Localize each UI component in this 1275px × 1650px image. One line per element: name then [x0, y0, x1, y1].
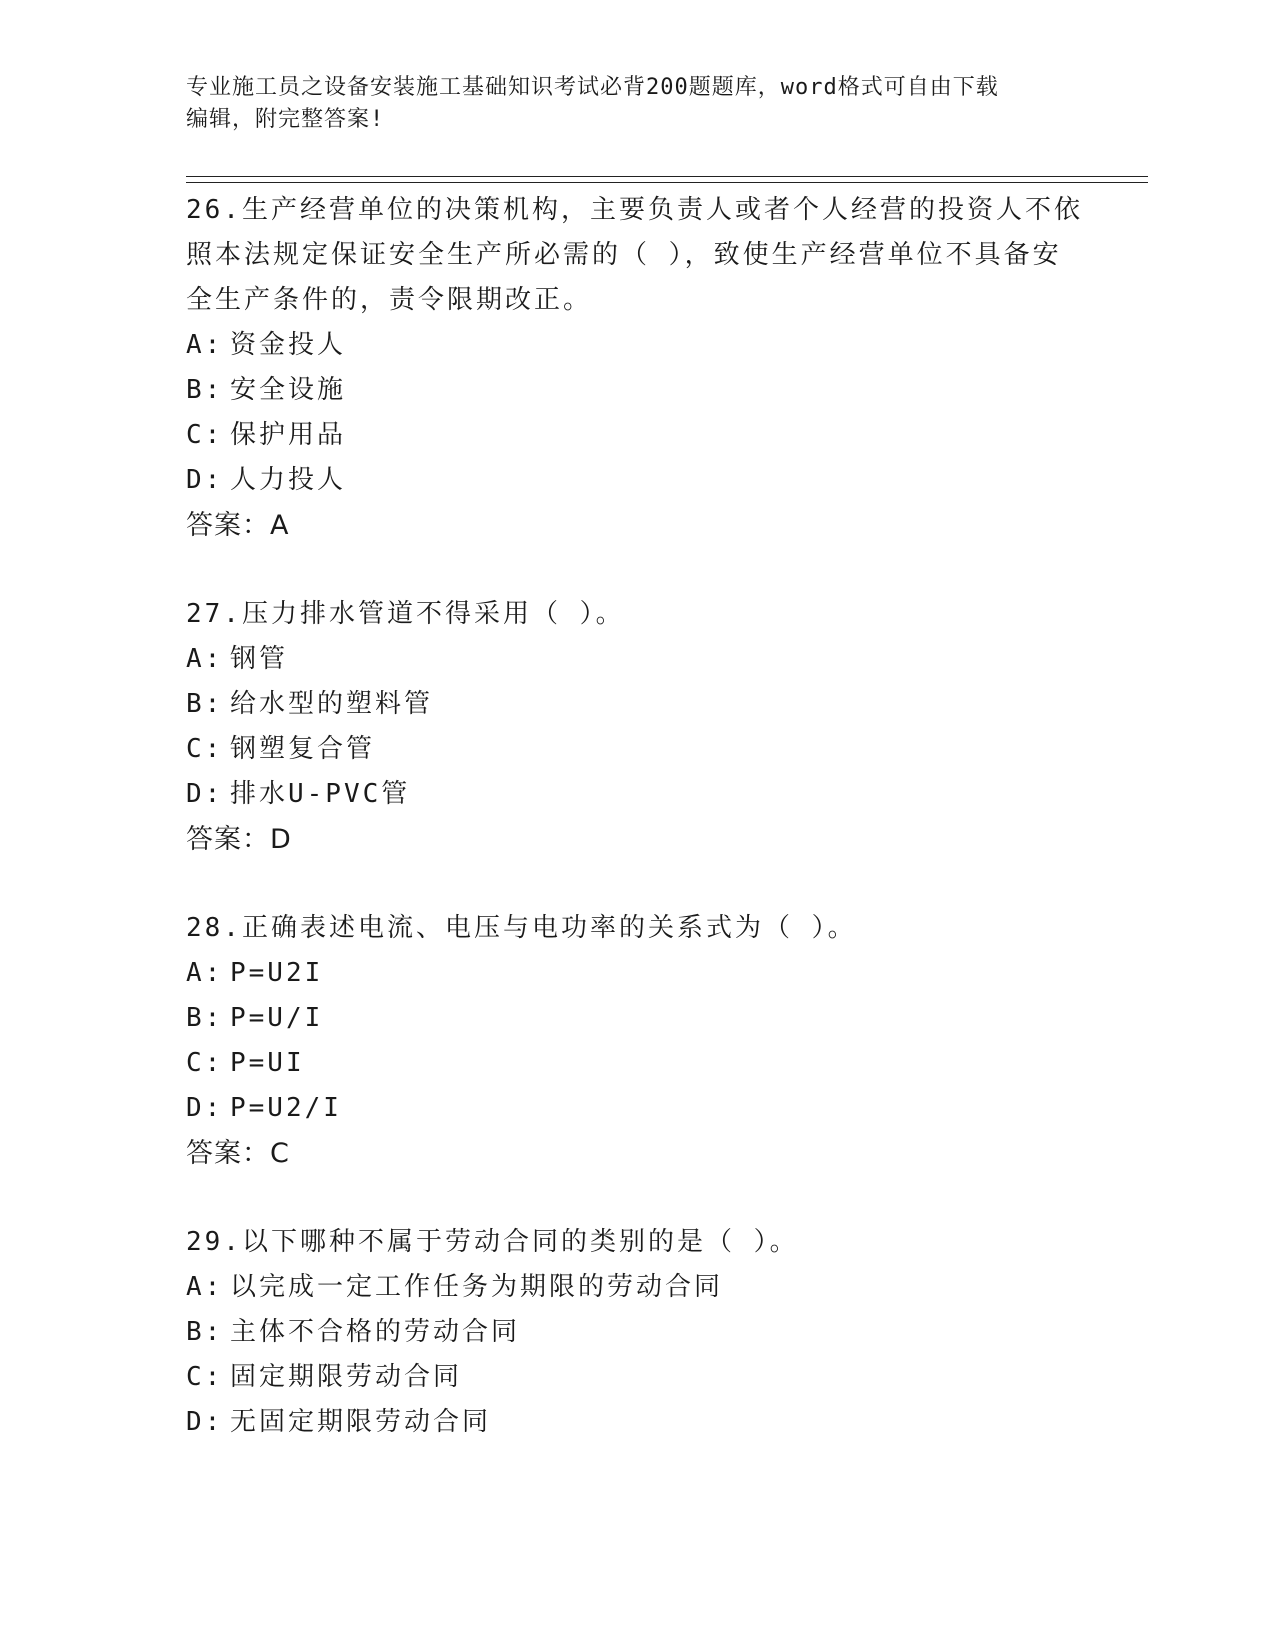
option-letter: D: — [186, 465, 224, 495]
option-b — [186, 996, 1086, 1041]
option-letter: B: — [186, 1317, 224, 1347]
option-text: 排水U-PVC管 — [230, 779, 411, 809]
document-header — [186, 72, 1086, 136]
option-letter: A: — [186, 330, 224, 360]
option-d — [186, 458, 1086, 503]
option-c — [186, 727, 1086, 772]
option-letter: C: — [186, 734, 224, 764]
question-stem — [186, 1220, 1086, 1265]
option-letter: D: — [186, 779, 224, 809]
question-26 — [186, 188, 1086, 548]
option-text: 固定期限劳动合同 — [230, 1362, 463, 1392]
option-text: 钢管 — [230, 644, 289, 674]
question-text: 压力排水管道不得采用（ ）。 — [241, 599, 625, 629]
question-list — [186, 188, 1086, 1489]
option-letter: C: — [186, 1048, 224, 1078]
option-a — [186, 1265, 1086, 1310]
option-text: 保护用品 — [230, 420, 347, 450]
option-letter: D: — [186, 1407, 224, 1437]
option-text: 无固定期限劳动合同 — [230, 1407, 492, 1437]
option-letter: B: — [186, 375, 224, 405]
option-d — [186, 1086, 1086, 1131]
answer-line: 答案：A — [186, 510, 290, 541]
option-c — [186, 1355, 1086, 1400]
option-text: 主体不合格的劳动合同 — [230, 1317, 521, 1347]
option-letter: A: — [186, 958, 224, 988]
option-text: P=U2/I — [230, 1093, 342, 1123]
option-text: 资金投人 — [230, 330, 347, 360]
option-b — [186, 368, 1086, 413]
option-letter: A: — [186, 644, 224, 674]
question-text: 以下哪种不属于劳动合同的类别的是（ ）。 — [241, 1227, 799, 1257]
question-text: 生产经营单位的决策机构，主要负责人或者个人经营的投资人不依照本法规定保证安全生产所必需的（ ），致使生产经营单位不具备安全生产条件的，责令限期改正。 — [186, 195, 1083, 315]
question-number: 28. — [186, 913, 242, 943]
option-c — [186, 1041, 1086, 1086]
question-27 — [186, 592, 1086, 862]
option-text: P=UI — [230, 1048, 305, 1078]
question-stem — [186, 592, 1086, 637]
option-text: P=U2I — [230, 958, 324, 988]
header-title-line-2: 编辑，附完整答案! — [186, 107, 385, 132]
option-letter: A: — [186, 1272, 224, 1302]
option-d — [186, 1400, 1086, 1445]
question-number: 29. — [186, 1227, 242, 1257]
option-d — [186, 772, 1086, 817]
header-divider-top — [186, 176, 1148, 177]
option-b — [186, 682, 1086, 727]
question-number: 26. — [186, 195, 242, 225]
option-a — [186, 323, 1086, 368]
question-28 — [186, 906, 1086, 1176]
question-stem — [186, 188, 1086, 323]
question-stem — [186, 906, 1086, 951]
question-29 — [186, 1220, 1086, 1445]
question-number: 27. — [186, 599, 242, 629]
option-a — [186, 637, 1086, 682]
option-letter: C: — [186, 1362, 224, 1392]
option-letter: B: — [186, 689, 224, 719]
option-letter: D: — [186, 1093, 224, 1123]
header-divider-bottom — [186, 182, 1148, 183]
option-c — [186, 413, 1086, 458]
option-letter: B: — [186, 1003, 224, 1033]
option-text: 以完成一定工作任务为期限的劳动合同 — [230, 1272, 724, 1302]
answer-line: 答案：D — [186, 824, 292, 855]
option-text: 钢塑复合管 — [230, 734, 376, 764]
answer-line: 答案：C — [186, 1138, 290, 1169]
question-text: 正确表述电流、电压与电功率的关系式为（ ）。 — [241, 913, 857, 943]
option-a — [186, 951, 1086, 996]
option-letter: C: — [186, 420, 224, 450]
option-text: 安全设施 — [230, 375, 347, 405]
option-text: 给水型的塑料管 — [230, 689, 434, 719]
option-text: P=U/I — [230, 1003, 324, 1033]
option-b — [186, 1310, 1086, 1355]
header-title-line-1: 专业施工员之设备安装施工基础知识考试必背200题题库，word格式可自由下载 — [186, 75, 999, 100]
option-text: 人力投人 — [230, 465, 347, 495]
